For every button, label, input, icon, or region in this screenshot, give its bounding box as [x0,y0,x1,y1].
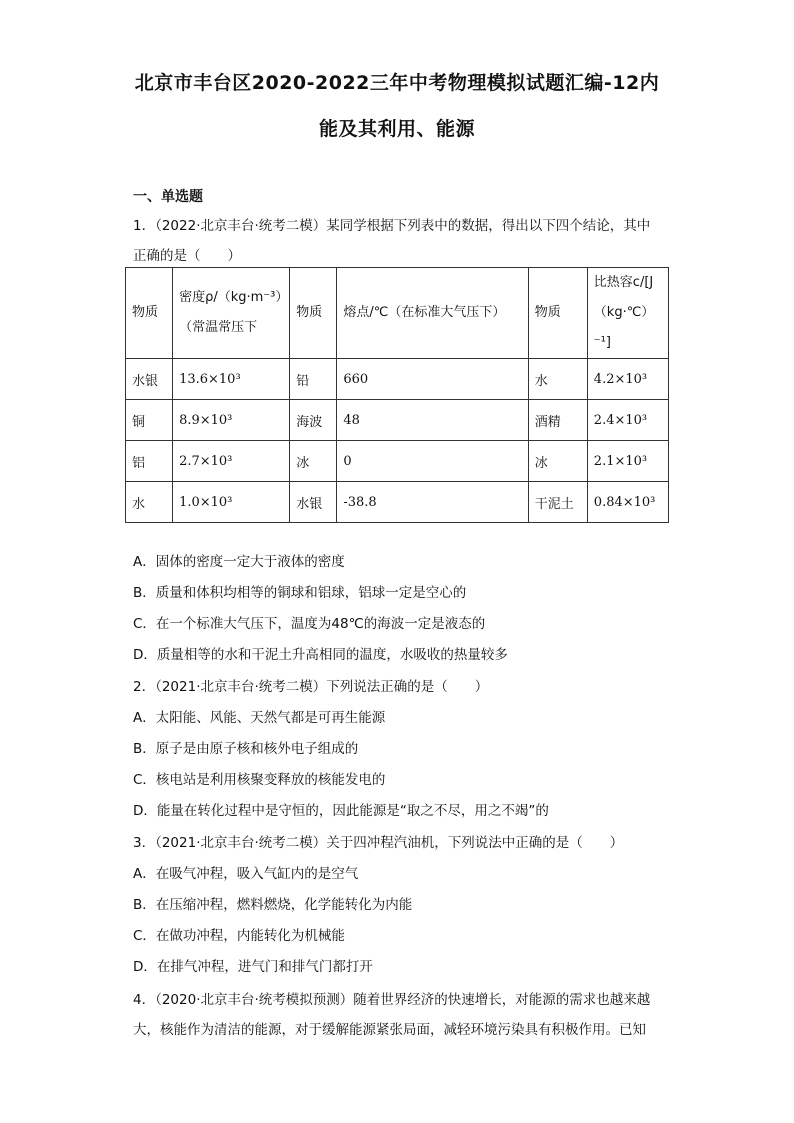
document-title-line-2: 能及其利用、能源 [318,118,475,140]
table-cell: 0.84×10³ [587,482,668,523]
q2-option-a: A．太阳能、风能、天然气都是可再生能源 [133,710,386,726]
table-cell: 2.4×10³ [587,400,668,441]
heat-capacity-header-line-2: （kg·℃）⁻¹] [593,305,655,350]
table-cell: 铝 [126,441,173,482]
table-row [126,441,669,482]
q1-option-a: A．固体的密度一定大于液体的密度 [133,554,345,570]
table-row [126,400,669,441]
table-cell: 水银 [290,482,337,523]
table-header-row [126,268,669,359]
table-cell: 冰 [528,441,587,482]
table-cell: 13.6×10³ [173,359,290,400]
table-header-cell: 熔点/℃（在标准大气压下） [337,268,528,359]
table-cell: 海波 [290,400,337,441]
q2-option-d: D．能量在转化过程中是守恒的，因此能源是“取之不尽，用之不竭”的 [133,803,549,819]
table-cell: -38.8 [337,482,528,523]
table-cell: 酒精 [528,400,587,441]
table-cell: 铜 [126,400,173,441]
table-header-cell [173,268,290,359]
q1-stem-line-2: 正确的是（ ） [133,248,241,264]
density-header-line-1: 密度ρ/（kg·m⁻³） [179,290,289,305]
q2-option-b: B．原子是由原子核和核外电子组成的 [133,741,359,757]
density-header-line-2: （常温常压下 [179,320,258,335]
q1-option-c: C．在一个标准大气压下，温度为48℃的海波一定是液态的 [133,616,486,632]
data-table [125,267,669,523]
table-cell: 2.1×10³ [587,441,668,482]
table-row [126,482,669,523]
table-header-cell: 物质 [528,268,587,359]
q2-option-c: C．核电站是利用核聚变释放的核能发电的 [133,772,386,788]
table-header-cell: 物质 [126,268,173,359]
table-cell: 0 [337,441,528,482]
document-title-line-1: 北京市丰台区2020-2022三年中考物理模拟试题汇编-12内 [134,72,660,94]
q1-option-b: B．质量和体积均相等的铜球和铝球，铝球一定是空心的 [133,585,467,601]
table-cell: 4.2×10³ [587,359,668,400]
table-cell: 660 [337,359,528,400]
q3-option-c: C．在做功冲程，内能转化为机械能 [133,928,345,944]
q3-option-d: D．在排气冲程，进气门和排气门都打开 [133,959,373,975]
q4-stem-line-1: 4．（2020·北京丰台·统考模拟预测）随着世界经济的快速增长，对能源的需求也越来越 [133,992,651,1008]
table-header-cell [587,268,668,359]
table-cell: 冰 [290,441,337,482]
table-cell: 干泥土 [528,482,587,523]
table-header-cell: 物质 [290,268,337,359]
table-row [126,359,669,400]
table-cell: 1.0×10³ [173,482,290,523]
q4-stem-line-2: 大，核能作为清洁的能源，对于缓解能源紧张局面，减轻环境污染具有积极作用。已知 [133,1022,646,1038]
table-cell: 水 [126,482,173,523]
q1-stem-line-1: 1．（2022·北京丰台·统考二模）某同学根据下列表中的数据，得出以下四个结论，其中 [133,218,651,234]
q1-option-d: D．质量相等的水和干泥土升高相同的温度，水吸收的热量较多 [133,647,508,663]
table-cell: 水银 [126,359,173,400]
q3-option-b: B．在压缩冲程，燃料燃烧，化学能转化为内能 [133,897,413,913]
q2-stem: 2．（2021·北京丰台·统考二模）下列说法正确的是（ ） [133,679,489,695]
table-cell: 8.9×10³ [173,400,290,441]
section-heading: 一、单选题 [133,189,203,205]
table-cell: 48 [337,400,528,441]
table-cell: 水 [528,359,587,400]
q3-stem: 3．（2021·北京丰台·统考二模）关于四冲程汽油机，下列说法中正确的是（ ） [133,835,624,851]
table-cell: 铅 [290,359,337,400]
q3-option-a: A．在吸气冲程，吸入气缸内的是空气 [133,866,359,882]
table-cell: 2.7×10³ [173,441,290,482]
heat-capacity-header-line-1: 比热容c/[J [593,275,654,290]
